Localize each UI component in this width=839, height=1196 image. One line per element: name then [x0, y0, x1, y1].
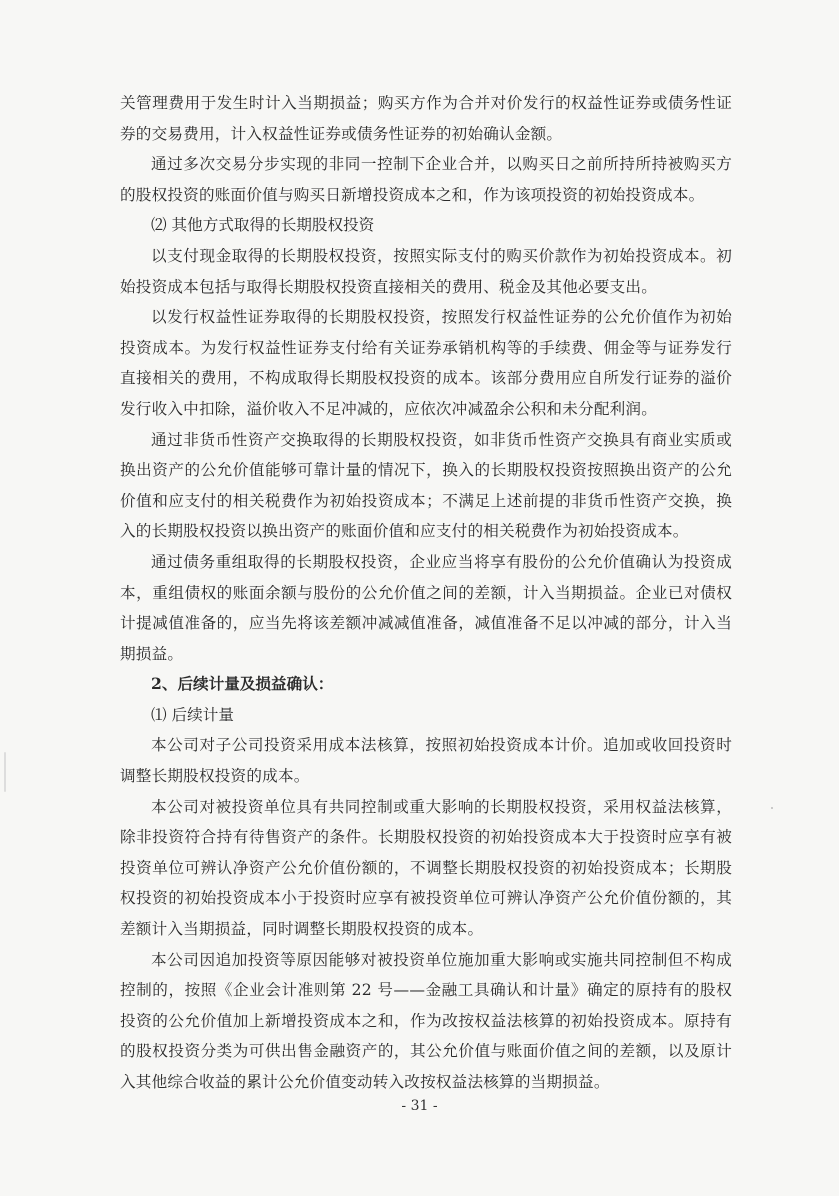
paragraph-debt-restructuring: 通过债务重组取得的长期股权投资，企业应当将享有股份的公允价值确认为投资成本，重组债权的账面余额与股份的公允价值之间的差额，计入当期损益。企业已对债权计提减值准备的，应当先将该差额冲减减值准备，减值准备不足以冲减的部分，计入当期损益。 — [120, 552, 732, 663]
page-number: - 31 - — [401, 1098, 438, 1114]
paragraph-additional-investment: 本公司因追加投资等原因能够对被投资单位施加重大影响或实施共同控制但不构成控制的，按照《企业会计准则第 22 号——金融工具确认和计量》确定的原持有的股权投资的公允价值加上新增投资成本之和，作为改按权益法核算的初始投资成本。原持有的股权投资分类为可供出售金融资产的，其公允价值与账面价值之间的差额，以及原计入其他综合收益的累计公允价值变动转入改按权益法核算的当期损益。 — [120, 950, 732, 1091]
subheading-subsequent-measurement: ⑴ 后续计量 — [151, 705, 234, 724]
paragraph-cash-acquisition: 以支付现金取得的长期股权投资，按照实际支付的购买价款作为初始投资成本。初始投资成本包括与取得长期股权投资直接相关的费用、税金及其他必要支出。 — [120, 246, 732, 296]
paragraph-non-monetary-exchange: 通过非货币性资产交换取得的长期股权投资，如非货币性资产交换具有商业实质或换出资产的公允价值能够可靠计量的情况下，换入的长期股权投资按照换出资产的公允价值和应支付的相关税费作为初始投资成本；不满足上述前提的非货币性资产交换，换入的长期股权投资以换出资产的账面价值和应支付的相关税费作为初始投资成本。 — [120, 430, 732, 541]
paragraph-transaction-costs: 关管理费用于发生时计入当期损益；购买方作为合并对价发行的权益性证券或债务性证券的交易费用，计入权益性证券或债务性证券的初始确认金额。 — [120, 94, 732, 143]
paragraph-cost-method: 本公司对子公司投资采用成本法核算，按照初始投资成本计价。追加或收回投资时调整长期股权投资的成本。 — [120, 736, 732, 786]
subheading-other-methods: ⑵ 其他方式取得的长期股权投资 — [151, 216, 375, 235]
section-heading-subsequent-measurement: 2、后续计量及损益确认： — [151, 674, 334, 694]
paragraph-step-acquisition: 通过多次交易分步实现的非同一控制下企业合并，以购买日之前所持所持被购买方的股权投资的账面价值与购买日新增投资成本之和，作为该项投资的初始投资成本。 — [120, 155, 732, 204]
paragraph-equity-method: 本公司对被投资单位具有共同控制或重大影响的长期股权投资，采用权益法核算，除非投资符合持有待售资产的条件。长期股权投资的初始投资成本大于投资时应享有被投资单位可辨认净资产公允价值份额的，不调整长期股权投资的初始投资成本；长期股权投资的初始投资成本小于投资时应享有被投资单位可辨认净资产公允价值份额的，其差额计入当期损益，同时调整长期股权投资的成本。 — [120, 797, 732, 939]
scan-speck — [4, 752, 6, 792]
document-body — [120, 88, 732, 1098]
paragraph-equity-securities: 以发行权益性证券取得的长期股权投资，按照发行权益性证券的公允价值作为初始投资成本。为发行权益性证券支付给有关证券承销机构等的手续费、佣金等与证券发行直接相关的费用，不构成取得长期股权投资的成本。该部分费用应自所发行证券的溢价发行收入中扣除，溢价收入不足冲减的，应依次冲减盈余公积和未分配利润。 — [120, 308, 732, 418]
scan-speck — [771, 807, 773, 809]
